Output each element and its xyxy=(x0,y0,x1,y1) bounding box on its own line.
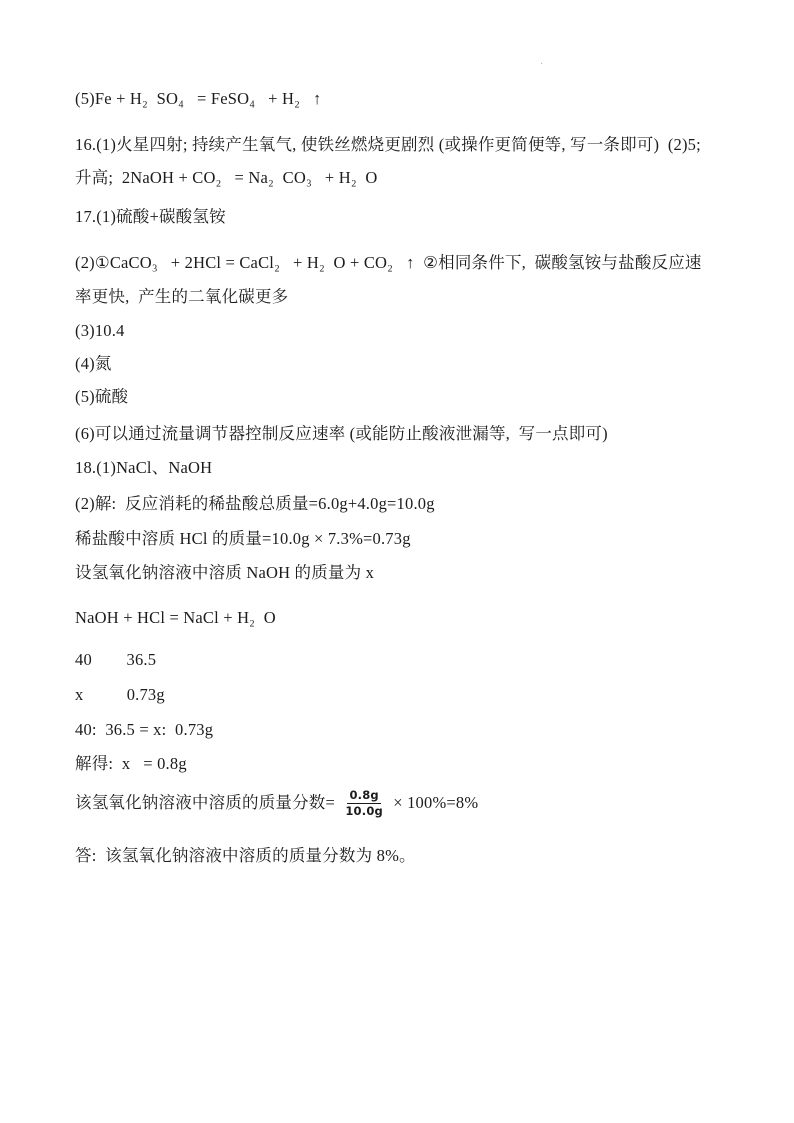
answer-line-q18-2-total: (2)解: 反应消耗的稀盐酸总质量=6.0g+4.0g=10.0g xyxy=(75,494,435,513)
answer-line-q18-2-let-x: 设氢氧化钠溶液中溶质 NaOH 的质量为 x xyxy=(75,563,375,582)
fraction-denominator: 10.0g xyxy=(345,803,383,818)
fraction-0.8g-over-10.0g xyxy=(343,788,385,818)
mass-fraction-suffix: × 100%=8% xyxy=(388,793,479,812)
answer-line-q18-proportion: 40: 36.5 = x: 0.73g xyxy=(75,720,214,739)
answer-line-q18-mass-fraction xyxy=(75,786,735,820)
answer-line-q18-solve: 解得: x = 0.8g xyxy=(75,754,187,773)
answer-line-q18-1: 18.(1)NaCl、NaOH xyxy=(75,458,213,477)
answer-line-q17-3: (3)10.4 xyxy=(75,321,125,340)
answer-line-q18-final-answer: 答: 该氢氧化钠溶液中溶质的质量分数为 8%。 xyxy=(75,846,416,865)
answer-line-q18-unknowns: x 0.73g xyxy=(75,685,165,704)
answer-line-q17-2-first: (2)①CaCO₃ + 2HCl = CaCl₂ + H₂ O + CO₂ ↑ ②相同条件下, 碳酸氢铵与盐酸反应速 xyxy=(75,253,702,272)
answer-line-q17-5: (5)硫酸 xyxy=(75,387,129,406)
answer-line-q16-part1: 16.(1)火星四射; 持续产生氧气, 使铁丝燃烧更剧烈 (或操作更简便等, 写一条即可) (2)5; xyxy=(75,135,701,154)
answer-line-q18-molar-masses: 40 36.5 xyxy=(75,650,157,669)
answer-line-q18-2-hcl: 稀盐酸中溶质 HCl 的质量=10.0g × 7.3%=0.73g xyxy=(75,529,411,548)
answer-line-q18-equation: NaOH + HCl = NaCl + H₂ O xyxy=(75,608,276,627)
stray-dot-mark: · xyxy=(540,59,544,70)
answer-line-q17-4: (4)氮 xyxy=(75,354,112,373)
answer-line-q17-6: (6)可以通过流量调节器控制反应速率 (或能防止酸液泄漏等, 写一点即可) xyxy=(75,424,608,443)
answer-line-q17-1: 17.(1)硫酸+碳酸氢铵 xyxy=(75,207,226,226)
fraction-numerator: 0.8g xyxy=(349,788,379,803)
answer-line-q16-part2: 升高; 2NaOH + CO₂ = Na₂ CO₃ + H₂ O xyxy=(75,168,378,187)
mass-fraction-prefix: 该氢氧化钠溶液中溶质的质量分数= xyxy=(75,793,340,812)
answer-line-q15-5: (5)Fe + H₂ SO₄ = FeSO₄ + H₂ ↑ xyxy=(75,89,322,108)
answer-line-q17-2-wrap: 率更快, 产生的二氧化碳更多 xyxy=(75,287,289,306)
